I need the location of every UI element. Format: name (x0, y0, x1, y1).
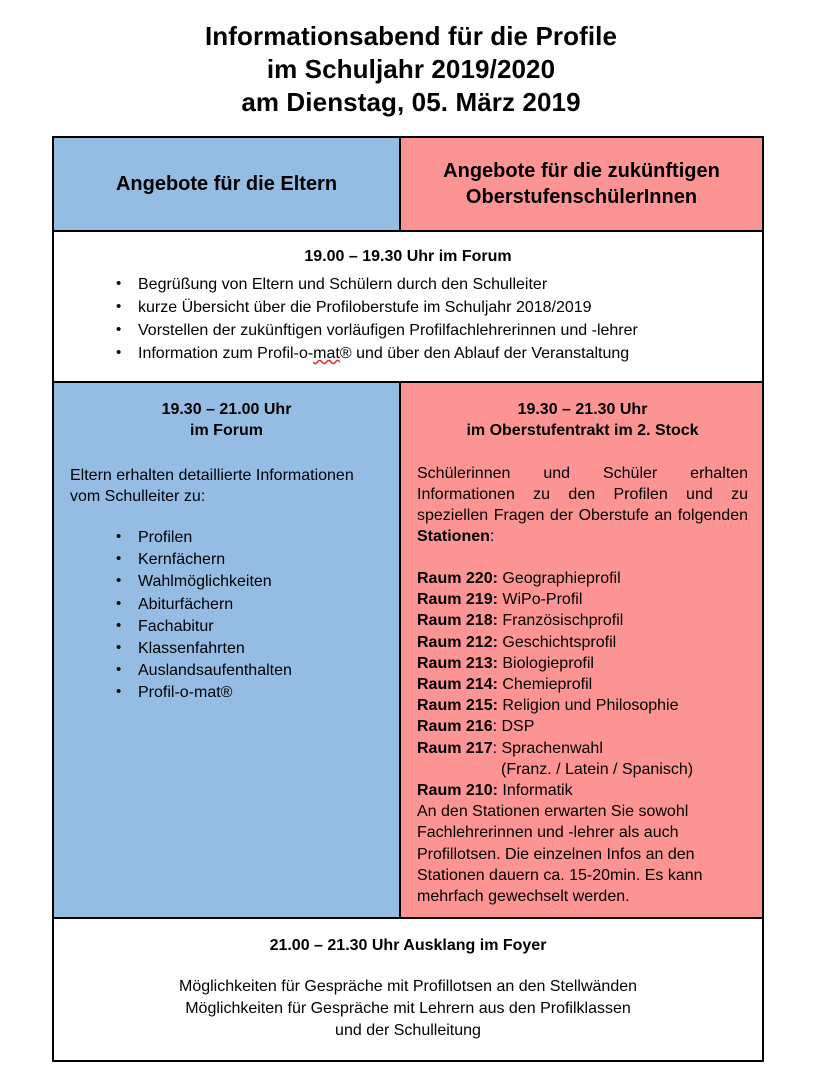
spellcheck-misspelled-word: mat (313, 345, 340, 362)
room-number: Raum 218: (417, 612, 498, 630)
closing-line-2: Fachlehrerinnen und -lehrer als auch (417, 824, 679, 842)
title-line-1: Informationsabend für die Profile (204, 21, 618, 51)
room-number: Raum 217 (417, 739, 493, 757)
room-subject: Chemieprofil (497, 676, 593, 694)
parents-offer-cell (53, 382, 400, 918)
table-row (417, 674, 748, 695)
closing-line-4: Stationen dauern ca. 15-20min. Es kann (417, 866, 703, 884)
parents-heading-line2: im Forum (190, 422, 263, 439)
table-row-main (53, 382, 763, 918)
parents-heading (70, 399, 383, 441)
table-row (417, 759, 748, 780)
header-cell-students (400, 137, 763, 231)
students-paragraph (417, 463, 748, 547)
room-number: Raum 215: (417, 697, 498, 715)
stationen-label: Stationen (417, 528, 490, 545)
room-subject: Französischprofil (497, 612, 624, 630)
header-parents-label: Angebote für die Eltern (115, 173, 338, 195)
header-cell-parents (53, 137, 400, 231)
table-row (417, 632, 748, 653)
welcome-bullet4-post: ® und über den Ablauf der Veranstaltung (339, 345, 630, 362)
room-subject: Geschichtsprofil (497, 633, 617, 651)
room-list (417, 568, 748, 801)
header-students-label-line1: Angebote für die zukünftigen (443, 160, 720, 182)
room-subject: Geographieprofil (497, 570, 621, 587)
list-item: • Auslandsaufenthalten (138, 660, 383, 682)
students-heading (417, 399, 748, 441)
table-row (417, 568, 748, 589)
room-number: Raum 210: (417, 782, 498, 800)
foyer-lines (64, 976, 752, 1042)
room-number: Raum 212: (417, 633, 498, 651)
students-heading-line1: 19.30 – 21.30 Uhr (517, 401, 648, 418)
students-heading-line2: im Oberstufentrakt im 2. Stock (466, 422, 699, 439)
table-row (417, 653, 748, 674)
title-line-3: am Dienstag, 05. März 2019 (241, 87, 581, 117)
table-row (417, 610, 748, 631)
table-row (417, 589, 748, 610)
room-subject: : DSP (492, 718, 535, 736)
parents-heading-line1: 19.30 – 21.00 Uhr (161, 401, 292, 418)
list-item: • Abiturfächern (138, 594, 383, 616)
closing-line-1: An den Stationen erwarten Sie sowohl (417, 803, 689, 821)
table-header-row (53, 137, 763, 231)
closing-line-3: Profillotsen. Die einzelnen Infos an den (417, 845, 695, 863)
stationen-colon: : (489, 528, 495, 545)
room-subject: Informatik (497, 782, 573, 800)
students-paragraph-text: Schülerinnen und Schüler erhalten Informationen zu den Profilen und zu speziellen Fragen der Oberstufe an folgenden (417, 465, 748, 524)
list-item: • Profilen (138, 527, 383, 549)
students-closing-paragraph (417, 801, 748, 907)
room-subject: : Sprachenwahl (492, 739, 603, 757)
parents-paragraph: Eltern erhalten detaillierte Informationen vom Schulleiter zu: (70, 467, 354, 505)
room-subject: WiPo-Profil (497, 591, 583, 609)
list-item: • Profil-o-mat® (138, 682, 383, 704)
schedule-table (52, 136, 764, 1062)
parents-topic-list (70, 527, 383, 705)
table-row-foyer (53, 918, 763, 1061)
room-subject: Biologieprofil (497, 654, 594, 672)
foyer-line-2: Möglichkeiten für Gespräche mit Lehrern aus den Profilklassen (185, 1000, 631, 1018)
welcome-bullet-list (64, 273, 752, 365)
room-subject: Religion und Philosophie (497, 697, 679, 715)
list-item: • Begrüßung von Eltern und Schülern durch den Schulleiter (138, 273, 752, 296)
list-item: • Kernfächern (138, 549, 383, 571)
table-row-welcome (53, 231, 763, 382)
closing-line-5: mehrfach gewechselt werden. (417, 888, 630, 906)
list-item: • kurze Übersicht über die Profiloberstufe im Schuljahr 2018/2019 (138, 296, 752, 319)
foyer-heading: 21.00 – 21.30 Uhr Ausklang im Foyer (269, 937, 547, 955)
foyer-cell (53, 918, 763, 1061)
foyer-line-3: und der Schulleitung (335, 1022, 481, 1040)
room-number: Raum 214: (417, 676, 498, 694)
table-row (417, 738, 748, 759)
table-row (417, 780, 748, 801)
list-item: • Klassenfahrten (138, 638, 383, 660)
welcome-bullet4-pre: Information zum Profil-o- (138, 345, 314, 362)
header-students-label-line2: OberstufenschülerInnen (465, 186, 698, 208)
list-item: • Wahlmöglichkeiten (138, 571, 383, 593)
title-line-2: im Schuljahr 2019/2020 (266, 54, 556, 84)
table-row (417, 695, 748, 716)
foyer-line-1: Möglichkeiten für Gespräche mit Profillotsen an den Stellwänden (178, 978, 638, 996)
list-item: • Vorstellen der zukünftigen vorläufigen Profilfachlehrerinnen und -lehrer (138, 319, 752, 342)
welcome-cell (53, 231, 763, 382)
list-item: • Fachabitur (138, 616, 383, 638)
room-number: Raum 216 (417, 718, 493, 736)
page-title (0, 20, 822, 119)
table-row (417, 716, 748, 737)
room-number: Raum 213: (417, 654, 498, 672)
room-subject-continuation: (Franz. / Latein / Spanisch) (501, 760, 694, 778)
students-offer-cell (400, 382, 763, 918)
room-number: Raum 219: (417, 591, 498, 609)
room-number: Raum 220: (417, 570, 498, 587)
welcome-heading: 19.00 – 19.30 Uhr im Forum (304, 248, 512, 265)
list-item (138, 342, 752, 365)
